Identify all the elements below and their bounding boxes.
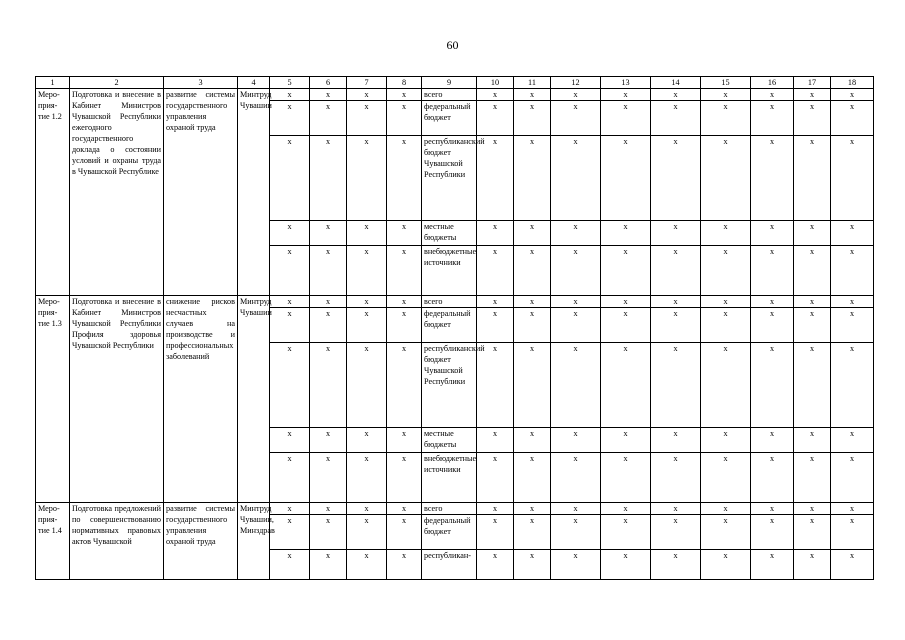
value-cell: x [310,515,347,550]
value-cell: x [310,89,347,101]
measure-name: Подготовка и внесение в Кабинет Министров Чувашской Республики ежегодного государственного доклада о состоянии условий и охраны труда в Чувашской Республике [70,89,164,296]
value-cell: x [701,503,751,515]
value-cell: x [794,515,831,550]
value-cell: x [270,503,310,515]
value-cell: x [514,296,551,308]
value-cell: x [751,515,794,550]
value-cell: x [794,136,831,221]
value-cell: x [601,296,651,308]
value-cell: x [794,221,831,246]
value-cell: x [831,343,874,428]
value-cell: x [701,246,751,296]
value-cell: x [551,428,601,453]
column-number: 8 [387,77,422,89]
value-cell: x [551,221,601,246]
value-cell: x [601,89,651,101]
value-cell: x [831,503,874,515]
value-cell: x [601,101,651,136]
value-cell: x [514,453,551,503]
value-cell: x [347,503,387,515]
value-cell: x [701,550,751,580]
value-cell: x [751,343,794,428]
column-number: 13 [601,77,651,89]
column-number: 3 [164,77,238,89]
column-number: 1 [36,77,70,89]
value-cell: x [701,515,751,550]
measure-goal: развитие системы государственного управления охраной труда [164,89,238,296]
value-cell: x [347,296,387,308]
value-cell: x [310,221,347,246]
value-cell: x [477,428,514,453]
value-cell: x [477,89,514,101]
value-cell: x [310,428,347,453]
value-cell: x [831,101,874,136]
column-number: 17 [794,77,831,89]
value-cell: x [794,503,831,515]
value-cell: x [270,246,310,296]
value-cell: x [751,296,794,308]
value-cell: x [514,246,551,296]
value-cell: x [794,343,831,428]
value-cell: x [751,428,794,453]
value-cell: x [701,453,751,503]
value-cell: x [701,296,751,308]
table-row [36,503,874,515]
value-cell: x [387,343,422,428]
value-cell: x [270,296,310,308]
column-number: 6 [310,77,347,89]
value-cell: x [651,428,701,453]
value-cell: x [477,101,514,136]
value-cell: x [347,308,387,343]
value-cell: x [270,515,310,550]
value-cell: x [514,101,551,136]
funding-source: республиканский бюджет Чувашской Республики [422,343,477,428]
value-cell: x [701,428,751,453]
measure-goal: развитие системы государственного управления охраной труда [164,503,238,580]
value-cell: x [831,246,874,296]
value-cell: x [270,343,310,428]
value-cell: x [601,136,651,221]
value-cell: x [651,136,701,221]
value-cell: x [601,221,651,246]
value-cell: x [310,136,347,221]
value-cell: x [310,453,347,503]
value-cell: x [794,89,831,101]
value-cell: x [347,343,387,428]
funding-source: всего [422,89,477,101]
value-cell: x [651,101,701,136]
funding-source: республикан- [422,550,477,580]
value-cell: x [551,136,601,221]
value-cell: x [477,136,514,221]
value-cell: x [477,503,514,515]
value-cell: x [751,246,794,296]
value-cell: x [387,503,422,515]
value-cell: x [601,428,651,453]
funding-source: внебюджетные источники [422,246,477,296]
value-cell: x [387,136,422,221]
value-cell: x [551,308,601,343]
value-cell: x [347,453,387,503]
value-cell: x [270,89,310,101]
value-cell: x [751,221,794,246]
value-cell: x [310,246,347,296]
value-cell: x [794,101,831,136]
column-number: 4 [238,77,270,89]
value-cell: x [514,221,551,246]
value-cell: x [831,136,874,221]
value-cell: x [551,515,601,550]
funding-source: федеральный бюджет [422,101,477,136]
value-cell: x [477,246,514,296]
value-cell: x [477,453,514,503]
value-cell: x [551,246,601,296]
funding-source: внебюджетные источники [422,453,477,503]
value-cell: x [387,246,422,296]
value-cell: x [477,308,514,343]
value-cell: x [831,453,874,503]
column-number: 16 [751,77,794,89]
column-number: 12 [551,77,601,89]
funding-source: местные бюджеты [422,428,477,453]
value-cell: x [477,343,514,428]
value-cell: x [514,89,551,101]
value-cell: x [310,343,347,428]
value-cell: x [701,221,751,246]
value-cell: x [751,503,794,515]
value-cell: x [514,343,551,428]
value-cell: x [831,296,874,308]
value-cell: x [601,503,651,515]
value-cell: x [831,428,874,453]
column-number: 18 [831,77,874,89]
value-cell: x [387,550,422,580]
measure-id: Меро- прия- тие 1.2 [36,89,70,296]
value-cell: x [651,550,701,580]
value-cell: x [701,101,751,136]
value-cell: x [347,428,387,453]
value-cell: x [794,428,831,453]
value-cell: x [601,550,651,580]
value-cell: x [551,453,601,503]
value-cell: x [514,428,551,453]
value-cell: x [701,136,751,221]
value-cell: x [477,515,514,550]
value-cell: x [831,515,874,550]
value-cell: x [601,515,651,550]
value-cell: x [831,89,874,101]
value-cell: x [794,550,831,580]
value-cell: x [601,246,651,296]
value-cell: x [701,89,751,101]
value-cell: x [651,89,701,101]
value-cell: x [514,550,551,580]
value-cell: x [270,428,310,453]
value-cell: x [387,296,422,308]
column-number: 9 [422,77,477,89]
measure-goal: снижение рисков несчастных случаев на производстве и профессиональных заболеваний [164,296,238,503]
value-cell: x [387,89,422,101]
value-cell: x [651,343,701,428]
value-cell: x [477,221,514,246]
value-cell: x [751,136,794,221]
value-cell: x [794,296,831,308]
column-number: 7 [347,77,387,89]
value-cell: x [831,221,874,246]
funding-source: всего [422,503,477,515]
column-number: 14 [651,77,701,89]
value-cell: x [551,503,601,515]
value-cell: x [794,453,831,503]
column-number: 5 [270,77,310,89]
value-cell: x [831,550,874,580]
value-cell: x [751,101,794,136]
value-cell: x [347,89,387,101]
value-cell: x [651,296,701,308]
value-cell: x [347,101,387,136]
value-cell: x [831,308,874,343]
measure-name: Подготовка и внесение в Кабинет Министров Чувашской Республики Профиля здоровья Чувашской Республики [70,296,164,503]
value-cell: x [701,308,751,343]
value-cell: x [651,503,701,515]
funding-source: федеральный бюджет [422,515,477,550]
value-cell: x [347,221,387,246]
column-number: 2 [70,77,164,89]
value-cell: x [477,296,514,308]
value-cell: x [310,296,347,308]
value-cell: x [387,515,422,550]
measure-id: Меро- прия- тие 1.3 [36,296,70,503]
value-cell: x [270,221,310,246]
value-cell: x [514,136,551,221]
value-cell: x [387,221,422,246]
value-cell: x [601,308,651,343]
value-cell: x [387,453,422,503]
value-cell: x [794,308,831,343]
value-cell: x [551,296,601,308]
value-cell: x [270,550,310,580]
value-cell: x [651,453,701,503]
value-cell: x [651,308,701,343]
value-cell: x [387,428,422,453]
page-number: 60 [446,38,459,52]
value-cell: x [477,550,514,580]
value-cell: x [514,308,551,343]
funding-source: всего [422,296,477,308]
value-cell: x [551,343,601,428]
funding-source: федеральный бюджет [422,308,477,343]
column-number-row [36,77,874,89]
value-cell: x [514,503,551,515]
value-cell: x [651,221,701,246]
funding-source: республиканский бюджет Чувашской Республики [422,136,477,221]
value-cell: x [551,101,601,136]
value-cell: x [310,550,347,580]
value-cell: x [270,308,310,343]
value-cell: x [347,550,387,580]
value-cell: x [270,453,310,503]
table-row [36,89,874,101]
column-number: 11 [514,77,551,89]
value-cell: x [310,503,347,515]
funding-source: местные бюджеты [422,221,477,246]
value-cell: x [347,136,387,221]
measure-id: Меро- прия- тие 1.4 [36,503,70,580]
value-cell: x [347,515,387,550]
measure-executor: Минтруд Чувашии [238,296,270,503]
measure-executor: Минтруд Чувашии, Минздрав [238,503,270,580]
value-cell: x [701,343,751,428]
value-cell: x [751,550,794,580]
value-cell: x [794,246,831,296]
measure-name: Подготовка предложений по совершенствованию нормативных правовых актов Чувашской [70,503,164,580]
value-cell: x [387,308,422,343]
table-row [36,296,874,308]
measure-executor: Минтруд Чувашии [238,89,270,296]
value-cell: x [514,515,551,550]
value-cell: x [601,453,651,503]
value-cell: x [651,246,701,296]
value-cell: x [347,246,387,296]
value-cell: x [751,453,794,503]
value-cell: x [387,101,422,136]
value-cell: x [310,308,347,343]
program-table [35,76,874,580]
value-cell: x [551,550,601,580]
value-cell: x [270,136,310,221]
value-cell: x [751,89,794,101]
value-cell: x [651,515,701,550]
value-cell: x [601,343,651,428]
value-cell: x [751,308,794,343]
value-cell: x [310,101,347,136]
value-cell: x [270,101,310,136]
value-cell: x [551,89,601,101]
column-number: 10 [477,77,514,89]
column-number: 15 [701,77,751,89]
